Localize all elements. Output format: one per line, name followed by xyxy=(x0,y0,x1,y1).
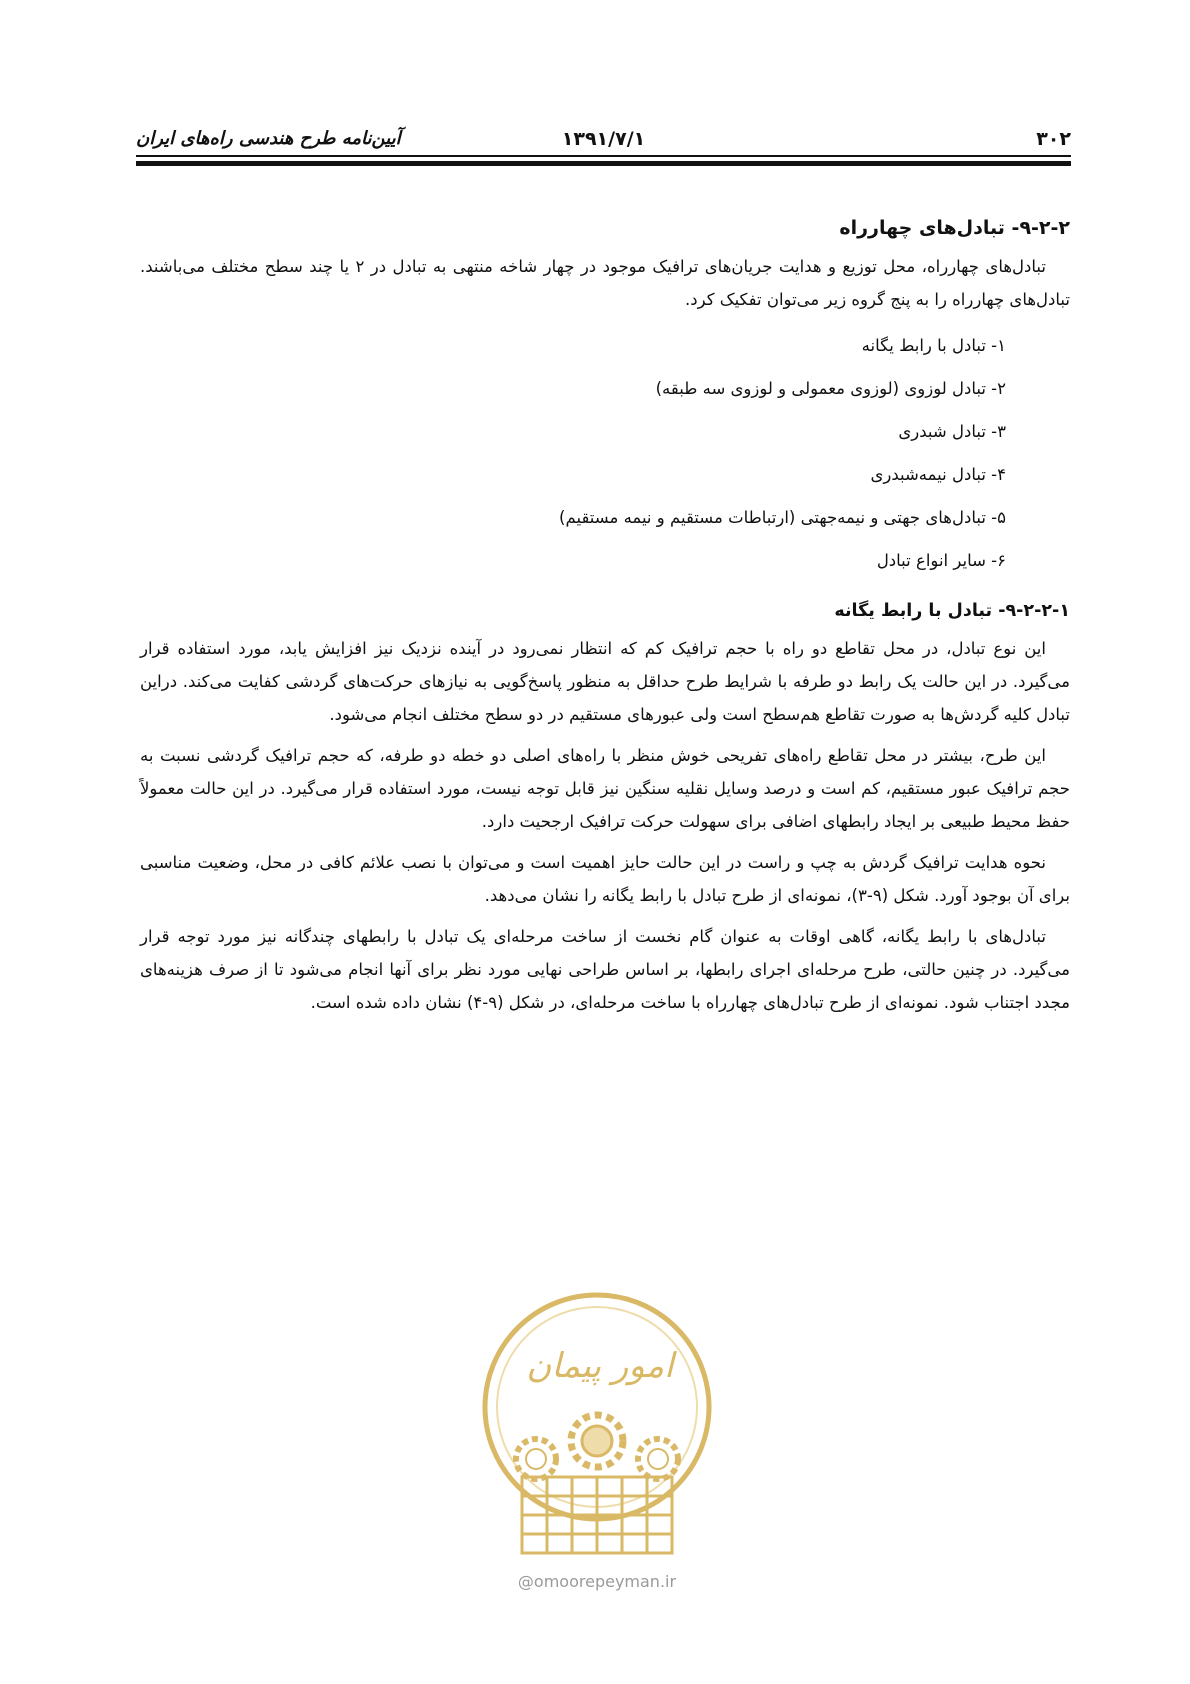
list-item: ۴- تبادل نیمه‌شبدری xyxy=(870,465,1006,484)
body-paragraph: تبادل‌های با رابط یگانه، گاهی اوقات به عنوان گام نخست از ساخت مرحله‌ای یک تبادل با رابطهای چندگانه نیز مورد توجه قرار می‌گیرد. در چنین حالتی، طرح مرحله‌ای اجرای رابطها، بر اساس طراحی نهایی مورد نظر برای آنها انجام می‌شود تا از صرف هزینه‌های مجدد اجتناب شود. نمونه‌ای از طرح تبادل‌های چهارراه با ساخت مرحله‌ای، در شکل (۹-۴) نشان داده شده است. xyxy=(140,927,1070,1012)
body-paragraph: این طرح، بیشتر در محل تقاطع راه‌های تفریحی خوش منظر با راه‌های اصلی دو خطه دو طرفه، که حجم ترافیک گردشی نسبت به حجم ترافیک عبور مستقیم، کم است و درصد وسایل نقلیه سنگین نیز قابل توجه نیست، مورد استفاده قرار می‌گیرد. در این حالت معمولاً حفظ محیط طبیعی بر ایجاد رابطهای اضافی برای سهولت حرکت ترافیک ارجحیت دارد. xyxy=(140,746,1070,831)
grid-icon xyxy=(522,1477,672,1553)
section-heading: ۹-۲-۲- تبادل‌های چهارراه xyxy=(839,217,1070,239)
page-number: ۳۰۲ xyxy=(1036,128,1071,150)
page-body xyxy=(140,210,1070,1027)
section-intro-paragraph: تبادل‌های چهارراه، محل توزیع و هدایت جریان‌های ترافیک موجود در چهار شاخه منتهی به تبادل در ۲ یا چند سطح مختلف می‌باشند. تبادل‌های چهارراه را به پنج گروه زیر می‌توان تفکیک کرد. xyxy=(140,257,1070,309)
list-item: ۲- تبادل لوزوی (لوزوی معمولی و لوزوی سه طبقه) xyxy=(655,379,1006,398)
watermark-logo xyxy=(478,1281,716,1589)
gear-icon xyxy=(571,1415,623,1467)
watermark-site-text: @omoorepeyman.ir xyxy=(517,1572,677,1591)
list-item: ۳- تبادل شبدری xyxy=(898,422,1006,441)
watermark-logo-text: امور پیمان xyxy=(526,1346,674,1386)
subsection-heading: ۹-۲-۲-۱- تبادل با رابط یگانه xyxy=(834,601,1070,621)
header-date: ۱۳۹۱/۷/۱ xyxy=(561,128,646,150)
header-title: آیین‌نامه طرح هندسی راه‌های ایران xyxy=(136,128,401,149)
body-paragraph: این نوع تبادل، در محل تقاطع دو راه با حجم ترافیک کم که انتظار نمی‌رود در آینده نزدیک نیز افزایش یابد، مورد استفاده قرار می‌گیرد. در این حالت یک رابط دو طرفه با شرایط طرح حداقل به منظور پاسخ‌گویی به نیازهای حرکت‌های گردشی کفایت می‌کند. دراین تبادل کلیه گردش‌ها به صورت تقاطع هم‌سطح است ولی عبورهای مستقیم در دو سطح مختلف انجام می‌شود. xyxy=(140,639,1070,724)
gear-icon xyxy=(638,1439,678,1479)
body-paragraph: نحوه هدایت ترافیک گردش به چپ و راست در این حالت حایز اهمیت است و می‌توان با نصب علائم کافی در محل، وضعیت مناسبی برای آن بوجود آورد. شکل (۹-۳)، نمونه‌ای از طرح تبادل با رابط یگانه را نشان می‌دهد. xyxy=(140,853,1070,905)
list-item: ۶- سایر انواع تبادل xyxy=(876,551,1006,570)
header-rule-thin xyxy=(136,155,1071,157)
interchange-types-list xyxy=(140,324,1070,582)
list-item: ۱- تبادل با رابط یگانه xyxy=(861,336,1006,355)
page-header xyxy=(136,128,1071,154)
header-rule-thick xyxy=(136,161,1071,166)
list-item: ۵- تبادل‌های جهتی و نیمه‌جهتی (ارتباطات مستقیم و نیمه مستقیم) xyxy=(559,508,1006,527)
